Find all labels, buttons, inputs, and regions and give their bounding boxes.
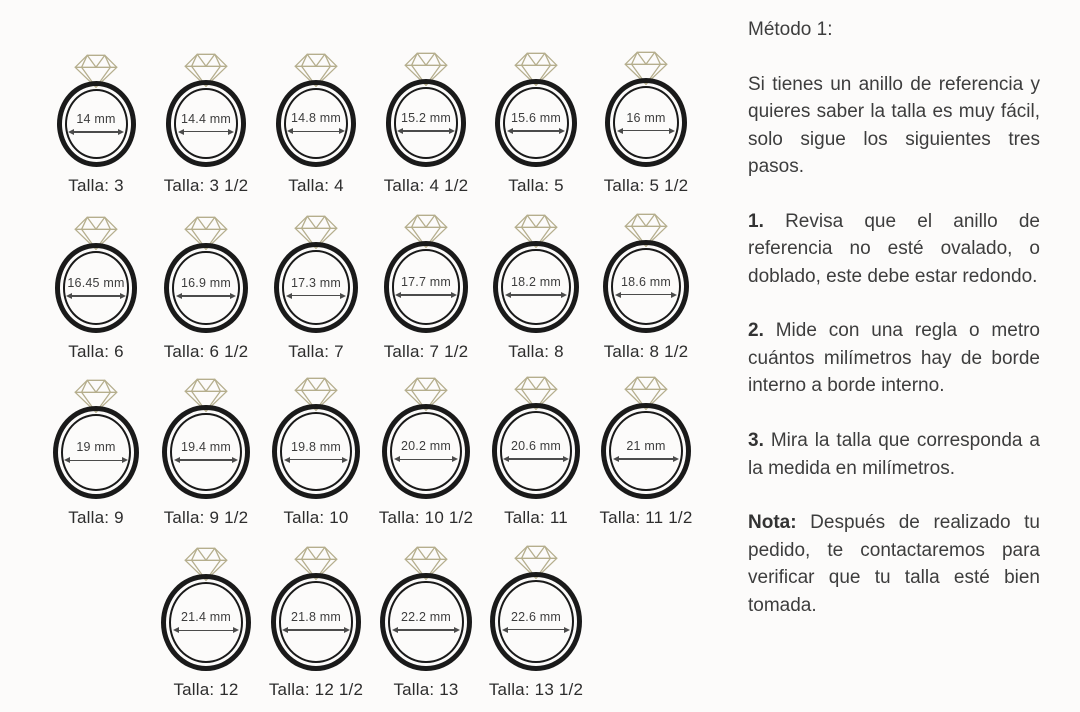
ring-circle [162, 405, 249, 499]
arrow-shaft [72, 295, 120, 297]
diameter-arrow [615, 291, 678, 299]
ring-diameter-label: 14.4 mm [180, 111, 231, 126]
ring-size-item [371, 50, 481, 196]
ring-talla-label: Talla: 13 [393, 680, 459, 699]
ring-diameter-label: 21.8 mm [290, 610, 341, 625]
ring-talla-label: Talla: 8 1/2 [603, 342, 689, 361]
ring-circle [166, 80, 246, 167]
diameter-arrow [397, 127, 455, 135]
arrow-shaft [403, 130, 449, 132]
ring-diameter-label: 21.4 mm [180, 610, 231, 625]
ring-diameter-label: 14 mm [76, 112, 116, 126]
diameter-measure [284, 440, 348, 464]
arrowhead-right-icon [451, 292, 457, 298]
diameter-measure [397, 111, 455, 135]
arrowhead-right-icon [563, 456, 569, 462]
ring-circle [601, 403, 691, 500]
ring-diameter-label: 22.2 mm [400, 609, 451, 624]
ring-circle [386, 79, 467, 167]
ring-circle [53, 406, 140, 500]
diameter-measure [502, 610, 570, 634]
arrowhead-right-icon [669, 128, 675, 134]
diameter-measure [617, 111, 676, 135]
ring-size-item [261, 544, 371, 700]
ring-circle [490, 572, 582, 671]
ring-diameter-label: 15.6 mm [510, 110, 561, 125]
method-title: Método 1: [748, 19, 833, 40]
step-3-number: 3. [748, 430, 764, 452]
diameter-measure [286, 276, 347, 300]
ring-talla-label: Talla: 8 [508, 342, 564, 361]
ring-talla-label: Talla: 3 [68, 176, 124, 195]
ring-talla-label: Talla: 5 [508, 176, 564, 195]
ring-row [0, 30, 742, 196]
diameter-arrow [394, 455, 459, 463]
ring-circle [55, 243, 138, 333]
arrow-shaft [513, 130, 559, 132]
ring-size-item [41, 214, 151, 362]
ring-inner-circle [169, 582, 243, 663]
ring-size-item [151, 214, 261, 362]
ring-circle [384, 241, 469, 333]
step-2-text: Mide con una regla o metro cuántos milímetros hay de borde interno a borde interno. [748, 320, 1040, 397]
ring-circle [380, 573, 471, 671]
ring-talla-label: Talla: 4 1/2 [383, 176, 469, 195]
diameter-arrow [68, 128, 124, 136]
arrowhead-right-icon [118, 129, 124, 135]
step-1 [748, 208, 1040, 291]
diameter-arrow [174, 456, 238, 464]
ring-inner-circle [172, 251, 239, 325]
ring-inner-circle [279, 581, 354, 663]
ring-inner-circle [282, 250, 350, 325]
arrow-shaft [619, 458, 673, 460]
ring-inner-circle [500, 411, 573, 491]
step-1-text: Revisa que el anillo de referencia no esté ovalado, o doblado, este debe estar redondo. [748, 210, 1040, 287]
intro-paragraph: Si tienes un anillo de referencia y quieres saber la talla es muy fácil, solo sigue los siguientes tres pasos. [748, 73, 1040, 178]
arrowhead-right-icon [228, 129, 234, 135]
ring-inner-circle [63, 251, 130, 325]
ring-diameter-label: 17.3 mm [290, 275, 341, 290]
ring-talla-label: Talla: 9 1/2 [163, 508, 249, 527]
ring-size-item [261, 51, 371, 196]
diameter-arrow [287, 127, 344, 135]
ring-size-item [261, 213, 371, 362]
ring-diameter-label: 16.45 mm [67, 276, 125, 291]
arrow-shaft [293, 131, 338, 133]
arrow-shaft [508, 629, 564, 631]
ring-diameter-label: 17.7 mm [400, 275, 451, 290]
arrow-shaft [623, 130, 670, 132]
ring-size-item [481, 50, 591, 196]
ring-talla-label: Talla: 6 1/2 [163, 342, 249, 361]
diameter-arrow [64, 456, 127, 464]
diameter-measure [503, 439, 568, 463]
ring-diameter-label: 21 mm [626, 438, 666, 453]
step-3 [748, 427, 1040, 482]
arrowhead-right-icon [561, 292, 567, 298]
note-paragraph [748, 509, 1040, 619]
ring-circle [271, 573, 362, 671]
arrowhead-right-icon [452, 456, 458, 462]
ring-circle [272, 404, 360, 499]
ring-circle [164, 243, 247, 333]
ring-inner-circle [613, 86, 679, 159]
diameter-measure [613, 439, 679, 463]
ring-diameter-label: 20.2 mm [400, 439, 451, 454]
arrowhead-right-icon [340, 293, 346, 299]
arrowhead-right-icon [559, 128, 565, 134]
ring-size-item [591, 49, 701, 196]
ring-diameter-label: 18.2 mm [510, 274, 561, 289]
ring-inner-circle [394, 87, 459, 159]
diameter-measure [287, 111, 344, 135]
ring-size-item [371, 212, 481, 362]
ring-circle [605, 78, 687, 167]
arrow-shaft [509, 458, 562, 460]
arrow-shaft [70, 460, 121, 462]
ring-talla-label: Talla: 6 [68, 342, 124, 361]
diameter-arrow [66, 292, 126, 300]
ring-circle [382, 404, 470, 499]
ring-size-item [481, 374, 591, 528]
ring-row [0, 196, 742, 362]
ring-diameter-label: 22.6 mm [510, 609, 561, 624]
ring-inner-circle [174, 88, 238, 159]
arrowhead-right-icon [230, 293, 236, 299]
ring-inner-circle [392, 249, 461, 325]
ring-talla-label: Talla: 10 [283, 508, 349, 527]
ring-size-item [481, 543, 591, 700]
arrow-shaft [621, 294, 672, 296]
diameter-arrow [284, 456, 348, 464]
instructions-panel [748, 0, 1040, 712]
ring-diameter-label: 19 mm [76, 440, 116, 455]
ring-talla-label: Talla: 4 [288, 176, 344, 195]
ring-size-item [371, 375, 481, 528]
ring-inner-circle [498, 580, 574, 663]
arrow-shaft [288, 629, 343, 631]
arrowhead-right-icon [342, 457, 348, 463]
arrow-shaft [180, 459, 232, 461]
ring-talla-label: Talla: 3 1/2 [163, 176, 249, 195]
ring-talla-label: Talla: 12 1/2 [268, 680, 364, 699]
ring-circle [161, 574, 251, 671]
ring-diameter-label: 15.2 mm [400, 111, 451, 126]
diameter-arrow [613, 455, 679, 463]
arrow-shaft [74, 131, 118, 133]
arrowhead-right-icon [120, 293, 126, 299]
ring-diameter-label: 14.8 mm [290, 111, 341, 126]
ring-circle [603, 240, 689, 333]
ring-size-item [371, 544, 481, 700]
diameter-measure [64, 440, 127, 464]
ring-size-item [151, 51, 261, 196]
ring-diameter-label: 16.9 mm [180, 275, 231, 290]
diameter-measure [394, 439, 459, 463]
arrowhead-right-icon [232, 457, 238, 463]
diameter-arrow [617, 127, 676, 135]
ring-inner-circle [388, 581, 463, 663]
ring-circle [274, 242, 358, 333]
diameter-arrow [503, 455, 568, 463]
ring-size-item [591, 211, 701, 362]
diameter-arrow [395, 291, 456, 299]
ring-talla-label: Talla: 11 [504, 508, 568, 527]
ring-size-item [151, 376, 261, 528]
ring-diameter-label: 19.8 mm [290, 439, 341, 454]
ring-size-item [151, 545, 261, 700]
ring-diameter-label: 16 mm [626, 110, 666, 125]
ring-diameter-label: 20.6 mm [510, 439, 561, 454]
ring-inner-circle [609, 411, 683, 492]
arrowhead-right-icon [673, 456, 679, 462]
ring-size-item [481, 212, 591, 362]
diameter-arrow [392, 626, 460, 634]
diameter-arrow [502, 626, 570, 634]
arrow-shaft [290, 459, 342, 461]
ring-circle [276, 80, 356, 167]
diameter-measure [174, 440, 238, 464]
ring-inner-circle [501, 249, 570, 325]
diameter-arrow [178, 128, 235, 136]
diameter-measure [178, 112, 235, 136]
arrow-shaft [182, 295, 230, 297]
diameter-arrow [282, 626, 349, 634]
arrow-shaft [184, 131, 229, 133]
ring-size-item [591, 374, 701, 529]
ring-size-item [41, 52, 151, 196]
ring-diameter-label: 18.6 mm [620, 274, 671, 289]
diameter-measure [615, 275, 678, 299]
arrowhead-right-icon [122, 457, 128, 463]
diameter-arrow [176, 292, 236, 300]
ring-talla-label: Talla: 13 1/2 [488, 680, 584, 699]
arrow-shaft [292, 295, 341, 297]
arrowhead-right-icon [671, 292, 677, 298]
step-2 [748, 317, 1040, 400]
ring-size-item [261, 375, 371, 528]
ring-talla-label: Talla: 10 1/2 [378, 508, 474, 527]
ring-circle [493, 241, 578, 333]
step-2-number: 2. [748, 320, 764, 342]
ring-talla-label: Talla: 5 1/2 [603, 176, 689, 195]
ring-inner-circle [284, 88, 348, 159]
ring-diameter-label: 19.4 mm [180, 439, 231, 454]
step-1-number: 1. [748, 210, 764, 232]
diameter-arrow [173, 626, 240, 634]
arrowhead-right-icon [233, 627, 239, 633]
diameter-measure [392, 610, 460, 634]
ring-inner-circle [503, 87, 568, 159]
ring-inner-circle [170, 413, 241, 491]
diameter-arrow [507, 127, 565, 135]
arrowhead-right-icon [454, 627, 460, 633]
note-label: Nota: [748, 512, 797, 534]
ring-inner-circle [61, 414, 132, 492]
ring-talla-label: Talla: 9 [68, 508, 124, 527]
diameter-measure [68, 112, 124, 136]
diameter-arrow [505, 291, 567, 299]
ring-talla-label: Talla: 7 1/2 [383, 342, 469, 361]
arrowhead-right-icon [339, 128, 345, 134]
arrowhead-right-icon [449, 128, 455, 134]
diameter-measure [505, 275, 567, 299]
diameter-measure [176, 276, 236, 300]
arrow-shaft [401, 294, 450, 296]
ring-inner-circle [390, 412, 462, 491]
ring-circle [492, 403, 581, 499]
ring-talla-label: Talla: 11 1/2 [599, 508, 693, 527]
ring-circle [495, 79, 576, 167]
ring-size-item [41, 377, 151, 529]
ring-row [0, 534, 742, 700]
ring-inner-circle [611, 248, 681, 325]
arrowhead-right-icon [564, 627, 570, 633]
arrow-shaft [400, 459, 453, 461]
diameter-measure [173, 610, 240, 634]
note-text: Después de realizado tu pedido, te contactaremos para verificar que tu talla esté bien tomada. [748, 512, 1040, 616]
ring-circle [57, 81, 136, 167]
arrow-shaft [398, 629, 454, 631]
arrow-shaft [511, 294, 561, 296]
ring-inner-circle [65, 89, 128, 159]
arrow-shaft [179, 630, 234, 632]
ring-inner-circle [280, 412, 352, 491]
ring-talla-label: Talla: 7 [288, 342, 344, 361]
ring-row [0, 362, 742, 528]
diameter-arrow [286, 292, 347, 300]
diameter-measure [282, 610, 349, 634]
ring-talla-label: Talla: 12 [173, 680, 239, 699]
diameter-measure [507, 111, 565, 135]
step-3-text: Mira la talla que corresponda a la medida en milímetros. [748, 430, 1041, 479]
arrowhead-right-icon [344, 627, 350, 633]
diameter-measure [66, 276, 126, 300]
diameter-measure [395, 275, 456, 299]
